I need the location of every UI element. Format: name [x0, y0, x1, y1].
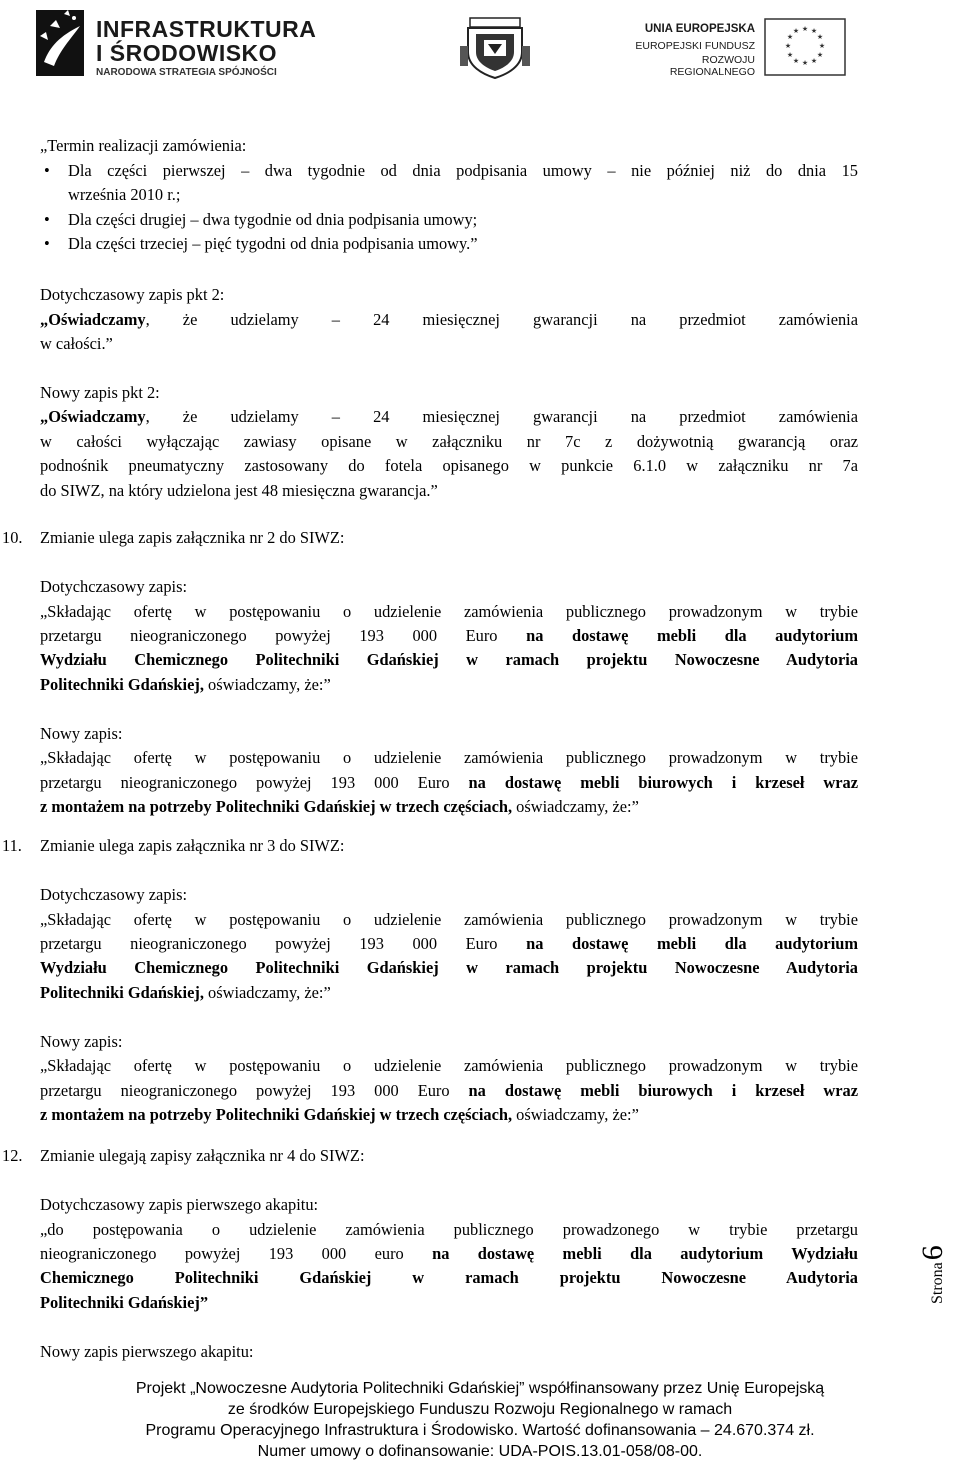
- item10-old-l4: [40, 673, 858, 698]
- svg-text:★: ★: [810, 57, 818, 65]
- item10-old-label: Dotychczasowy zapis:: [40, 577, 188, 596]
- logo-text-strategia: NARODOWA STRATEGIA SPÓJNOŚCI: [96, 67, 277, 78]
- item11-old-l1: „Składając ofertę w postępowaniu o udzielenie zamówienia publicznego prowadzonym w trybie: [40, 910, 858, 929]
- plain-text: nieograniczonego powyżej 193 000 euro: [40, 1244, 433, 1263]
- bullet-text: Dla części drugiej – dwa tygodnie od dnia podpisania umowy;: [68, 210, 478, 229]
- pkt2-old-label: Dotychczasowy zapis pkt 2:: [40, 285, 225, 304]
- page-number-text: [916, 1245, 950, 1304]
- svg-text:★: ★: [801, 59, 809, 67]
- item10-number: 10.: [2, 528, 23, 547]
- footer-line3: Programu Operacyjnego Infrastruktura i Środowisko. Wartość dofinansowania – 24.670.374 zł.: [145, 1422, 815, 1439]
- eu-logo: [632, 18, 847, 78]
- item11-old-l4: [40, 981, 858, 1006]
- plain-text: oświadczamy, że:”: [512, 797, 639, 816]
- item11-heading: Zmianie ulega zapis załącznika nr 3 do SIWZ:: [40, 836, 345, 855]
- svg-text:★: ★: [816, 33, 824, 41]
- item10-new-label: Nowy zapis:: [40, 724, 123, 743]
- item11-new-l2: [40, 1079, 858, 1104]
- item12-heading: Zmianie ulegają zapisy załącznika nr 4 do SIWZ:: [40, 1146, 365, 1165]
- bullet-text: Dla części trzeciej – pięć tygodni od dnia podpisania umowy.”: [68, 234, 478, 253]
- svg-text:★: ★: [818, 42, 826, 50]
- politechnika-crest-icon: [458, 16, 532, 80]
- infrastruktura-logo: [30, 4, 317, 82]
- footer-line4: Numer umowy o dofinansowanie: UDA-POIS.13.01-058/08-00.: [257, 1443, 703, 1460]
- pkt2-new-line2: w całości wyłączając zawiasy opisane w załączniku nr 7c z dożywotnią gwarancją oraz: [40, 432, 858, 451]
- svg-text:★: ★: [816, 51, 824, 59]
- bullet-text-cont: września 2010 r.;: [68, 185, 181, 204]
- item12-number: 12.: [2, 1146, 23, 1165]
- pkt2-new-line3: podnośnik pneumatyczny zastosowany do fotela opisanego w punkcie 6.1.0 w załączniku nr 7a: [40, 456, 858, 475]
- item12-new-label: Nowy zapis pierwszego akapitu:: [40, 1342, 254, 1361]
- page-label: Strona: [929, 1262, 946, 1304]
- item11-new-l3: [40, 1103, 858, 1128]
- bullet-icon: •: [44, 210, 50, 229]
- plain-text: przetargu nieograniczonego powyżej 193 000 Euro: [40, 1081, 469, 1100]
- bold-text: na dostawę mebli dla audytorium: [526, 626, 859, 645]
- plain-text: oświadczamy, że:”: [203, 675, 331, 694]
- svg-text:★: ★: [792, 27, 800, 35]
- item11-new-l1: „Składając ofertę w postępowaniu o udzielenie zamówienia publicznego prowadzonym w trybie: [40, 1056, 858, 1075]
- politechnika-crest: [458, 16, 532, 80]
- eu-text-fundusz: EUROPEJSKI FUNDUSZ: [635, 40, 755, 52]
- item10-old-l3: Wydziału Chemicznego Politechniki Gdańskiej w ramach projektu Nowoczesne Audytoria: [40, 650, 858, 669]
- infrastruktura-emblem-icon: [30, 6, 90, 78]
- svg-text:★: ★: [786, 33, 794, 41]
- list-item: [44, 159, 858, 184]
- item10-new-l1: „Składając ofertę w postępowaniu o udzielenie zamówienia publicznego prowadzonym w trybie: [40, 748, 858, 767]
- item11-new-label: Nowy zapis:: [40, 1032, 123, 1051]
- bold-text: Politechniki Gdańskiej,: [40, 675, 204, 694]
- item11-old-l3: Wydziału Chemicznego Politechniki Gdańskiej w ramach projektu Nowoczesne Audytoria: [40, 958, 858, 977]
- footer-line2: ze środków Europejskiego Funduszu Rozwoju Regionalnego w ramach: [227, 1401, 733, 1418]
- bullet-icon: •: [44, 161, 50, 180]
- eu-text-unia: UNIA EUROPEJSKA: [644, 23, 755, 35]
- item10-old-l2: [40, 624, 858, 649]
- item10-heading: Zmianie ulega zapis załącznika nr 2 do SIWZ:: [40, 528, 345, 547]
- item10-new-l3: [40, 795, 858, 820]
- pkt2-new-line4: do SIWZ, na który udzielona jest 48 miesięczna gwarancja.”: [40, 481, 438, 500]
- plain-text: przetargu nieograniczonego powyżej 193 000 Euro: [40, 934, 527, 953]
- bold-text: Politechniki Gdańskiej,: [40, 983, 204, 1002]
- eu-flag-icon: [764, 18, 846, 76]
- bold-text: na dostawę mebli dla audytorium: [526, 934, 859, 953]
- pkt2-new-line1: [40, 405, 858, 430]
- item11-number: 11.: [2, 836, 22, 855]
- footer-line1: Projekt „Nowoczesne Audytoria Politechniki Gdańskiej” współfinansowany przez Unię Europejską: [135, 1380, 825, 1397]
- item12-old-l3: Chemicznego Politechniki Gdańskiej w ramach projektu Nowoczesne Audytoria: [40, 1268, 858, 1287]
- bold-text: z montażem na potrzeby Politechniki Gdańskiej w trzech częściach,: [40, 1105, 513, 1124]
- svg-text:★: ★: [784, 42, 792, 50]
- svg-text:★: ★: [810, 27, 818, 35]
- item12-old-label: Dotychczasowy zapis pierwszego akapitu:: [40, 1195, 319, 1214]
- page-number: [912, 1210, 960, 1340]
- plain-text: oświadczamy, że:”: [512, 1105, 639, 1124]
- logo-text-infrastruktura: INFRASTRUKTURA: [96, 16, 317, 42]
- bold-text: na dostawę mebli biurowych i krzeseł wraz: [468, 1081, 858, 1100]
- item11-old-label: Dotychczasowy zapis:: [40, 885, 188, 904]
- bold-text: na dostawę mebli dla audytorium Wydziału: [432, 1244, 858, 1263]
- eu-text-rozwoju: ROZWOJU REGIONALNEGO: [669, 54, 755, 78]
- bold-text: na dostawę mebli biurowych i krzeseł wraz: [468, 773, 858, 792]
- list-item: [44, 232, 858, 257]
- plain-text: , że udzielamy – 24 miesięcznej gwarancji na przedmiot zamówienia: [145, 407, 858, 426]
- item10-old-l1: „Składając ofertę w postępowaniu o udzielenie zamówienia publicznego prowadzonym w trybie: [40, 602, 858, 621]
- pkt2-new-label: Nowy zapis pkt 2:: [40, 383, 160, 402]
- page-digit: 6: [916, 1245, 949, 1261]
- item12-old-l2: [40, 1242, 858, 1267]
- bold-text: z montażem na potrzeby Politechniki Gdańskiej w trzech częściach,: [40, 797, 513, 816]
- bold-text: „Oświadczamy: [40, 310, 146, 329]
- svg-text:★: ★: [801, 25, 809, 33]
- bullet-icon: •: [44, 234, 50, 253]
- bullet-text: Dla części pierwszej – dwa tygodnie od dnia podpisania umowy – nie później niż do dnia 15: [68, 161, 858, 180]
- item11-old-l2: [40, 932, 858, 957]
- logo-text-srodowisko: I ŚRODOWISKO: [96, 40, 278, 66]
- plain-text: przetargu nieograniczonego powyżej 193 000 Euro: [40, 773, 469, 792]
- footer: [0, 1378, 960, 1462]
- termin-title: „Termin realizacji zamówienia:: [40, 136, 247, 155]
- bold-text: „Oświadczamy: [40, 407, 146, 426]
- svg-text:★: ★: [786, 51, 794, 59]
- item12-old-l4: Politechniki Gdańskiej”: [40, 1293, 209, 1312]
- plain-text: przetargu nieograniczonego powyżej 193 000 Euro: [40, 626, 527, 645]
- pkt2-old-line1: [40, 308, 858, 333]
- svg-text:★: ★: [792, 57, 800, 65]
- item10-new-l2: [40, 771, 858, 796]
- pkt2-old-line2: w całości.”: [40, 334, 113, 353]
- item12-old-l1: „do postępowania o udzielenie zamówienia publicznego prowadzonego w trybie przetargu: [40, 1220, 858, 1239]
- plain-text: , że udzielamy – 24 miesięcznej gwarancji na przedmiot zamówienia: [145, 310, 858, 329]
- list-item: [44, 208, 858, 233]
- plain-text: oświadczamy, że:”: [203, 983, 331, 1002]
